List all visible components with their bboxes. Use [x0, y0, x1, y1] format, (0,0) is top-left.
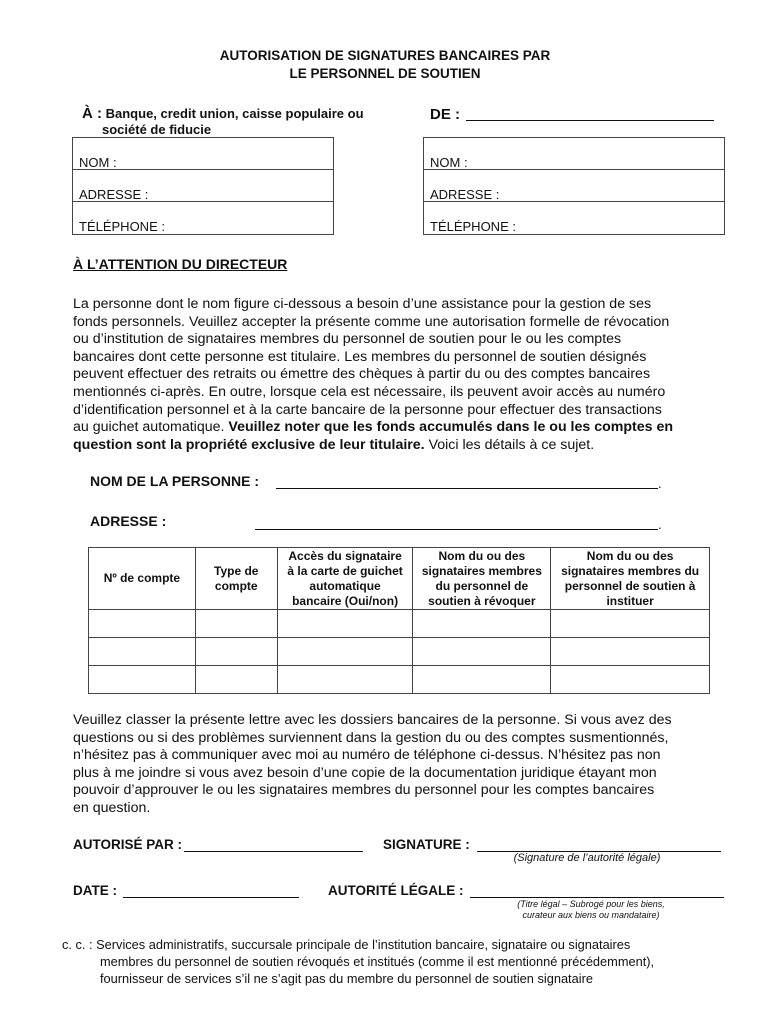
authorized-by-line[interactable] — [184, 836, 363, 852]
legal-caption-line: curateur aux biens ou mandataire) — [522, 910, 660, 920]
title-line-1: AUTORISATION DE SIGNATURES BANCAIRES PAR — [219, 48, 551, 63]
cc-line: c. c. : Services administratifs, succursale principale de l’institution bancaire, signataire ou signataires — [62, 937, 631, 952]
table-cell[interactable] — [277, 666, 413, 694]
sender-line[interactable] — [466, 106, 714, 121]
document-title — [0, 47, 770, 83]
table-cell[interactable] — [551, 610, 710, 638]
closing-line: pouvoir d’approuver le ou les signataires membres du personnel pour les comptes bancaires — [73, 782, 655, 799]
attention-heading: À L’ATTENTION DU DIRECTEUR — [73, 256, 288, 272]
intro-paragraph — [73, 296, 723, 454]
recipient-name-field[interactable]: NOM : — [73, 138, 333, 170]
closing-line: questions ou si des problèmes surviennent dans la gestion du ou des comptes susmentionnés, — [73, 729, 669, 746]
intro-line: fonds personnels. Veuillez accepter la présente comme une autorisation formelle de révocation — [73, 313, 670, 330]
header-revoke: Nom du ou des signataires membres du personnel de soutien à révoquer — [413, 548, 551, 610]
table-cell[interactable] — [195, 610, 277, 638]
legal-authority-line[interactable] — [470, 882, 724, 898]
person-address-dot: . — [658, 517, 662, 532]
accounts-table — [88, 547, 710, 694]
intro-line: peuvent effectuer des retraits ou émettre des chèques à partir du ou des comptes bancaires — [73, 366, 651, 383]
sender-phone-field[interactable]: TÉLÉPHONE : — [430, 219, 516, 234]
header-account-number: Nº de compte — [89, 548, 196, 610]
intro-line: mentionnés ci-après. En outre, lorsque cela est nécessaire, ils peuvent avoir accès au numéro — [73, 383, 666, 400]
table-cell[interactable] — [413, 638, 551, 666]
intro-bold-text: Veuillez noter que les fonds accumulés dans le ou les comptes en — [228, 419, 674, 436]
person-address-line[interactable] — [255, 514, 658, 530]
intro-line: La personne dont le nom figure ci-dessous a besoin d’une assistance pour la gestion de ses — [73, 296, 652, 312]
table-row — [89, 666, 710, 694]
cc-block — [62, 936, 742, 987]
closing-paragraph — [73, 712, 723, 818]
signature-label: SIGNATURE : — [383, 837, 470, 852]
intro-text: au guichet automatique. — [73, 419, 229, 436]
intro-text: Voici les détails à ce sujet. — [424, 436, 595, 453]
person-address-label: ADRESSE : — [90, 513, 167, 529]
person-name-dot: . — [658, 476, 662, 491]
closing-line: n’hésitez pas à communiquer avec moi au numéro de téléphone ci-dessus. N’hésitez pas non — [73, 747, 661, 764]
person-name-line[interactable] — [276, 473, 658, 489]
signature-line[interactable] — [477, 836, 721, 852]
legal-caption-line: (Titre légal – Subrogé pour les biens, — [517, 899, 665, 909]
intro-line: bancaires dont cette personne est titulaire. Les membres du personnel de soutien désignés — [73, 348, 647, 365]
cc-line: membres du personnel de soutien révoqués et institués (comme il est mentionné précédemment), — [100, 954, 655, 969]
intro-line: ou d’institution de signataires membres du personnel de soutien pour le ou les comptes — [73, 331, 622, 348]
legal-authority-caption — [486, 899, 696, 921]
table-cell[interactable] — [413, 610, 551, 638]
recipient-label: À : — [82, 105, 102, 122]
sender-address-field[interactable]: ADRESSE : — [424, 170, 724, 202]
recipient-header — [82, 106, 364, 138]
table-cell[interactable] — [551, 638, 710, 666]
header-institute: Nom du ou des signataires membres du personnel de soutien à instituer — [551, 548, 710, 610]
table-cell[interactable] — [413, 666, 551, 694]
table-row — [89, 610, 710, 638]
table-header-row — [89, 548, 710, 610]
title-line-2: LE PERSONNEL DE SOUTIEN — [289, 66, 481, 81]
sender-name-field[interactable]: NOM : — [424, 138, 724, 170]
person-name-label: NOM DE LA PERSONNE : — [90, 473, 260, 489]
table-cell[interactable] — [195, 666, 277, 694]
table-cell[interactable] — [277, 610, 413, 638]
intro-line — [73, 419, 723, 437]
table-row — [89, 638, 710, 666]
header-atm-access: Accès du signataire à la carte de guichet automatique bancaire (Oui/non) — [277, 548, 413, 610]
recipient-text-1: Banque, credit union, caisse populaire ou — [105, 106, 364, 121]
closing-line: plus à me joindre si vous avez besoin d’une copie de la documentation juridique étayant mon — [73, 764, 657, 781]
recipient-text-2: société de fiducie — [102, 122, 212, 137]
sender-box — [423, 137, 725, 235]
table-cell[interactable] — [277, 638, 413, 666]
closing-line: Veuillez classer la présente lettre avec les dossiers bancaires de la personne. Si vous avez des — [73, 712, 672, 728]
table-cell[interactable] — [551, 666, 710, 694]
recipient-address-field[interactable]: ADRESSE : — [73, 170, 333, 202]
date-label: DATE : — [73, 883, 117, 898]
authorized-by-label: AUTORISÉ PAR : — [73, 837, 183, 852]
header-account-type: Type de compte — [195, 548, 277, 610]
table-cell[interactable] — [89, 610, 196, 638]
legal-authority-label: AUTORITÉ LÉGALE : — [328, 883, 464, 898]
table-cell[interactable] — [89, 666, 196, 694]
recipient-phone-field[interactable]: TÉLÉPHONE : — [79, 219, 165, 234]
recipient-box — [72, 137, 334, 235]
table-cell[interactable] — [89, 638, 196, 666]
sender-label: DE : — [430, 106, 460, 123]
intro-bold-text: question sont la propriété exclusive de leur titulaire. — [73, 436, 425, 453]
intro-line — [73, 437, 723, 455]
intro-line: d’identification personnel et à la carte bancaire de la personne pour effectuer des transactions — [73, 401, 662, 418]
closing-line: en question. — [73, 799, 151, 816]
cc-line: fournisseur de services s’il ne s’agit pas du membre du personnel de soutien signataire — [100, 971, 593, 986]
signature-caption: (Signature de l’autorité légale) — [513, 852, 661, 864]
date-line[interactable] — [123, 882, 299, 898]
table-cell[interactable] — [195, 638, 277, 666]
